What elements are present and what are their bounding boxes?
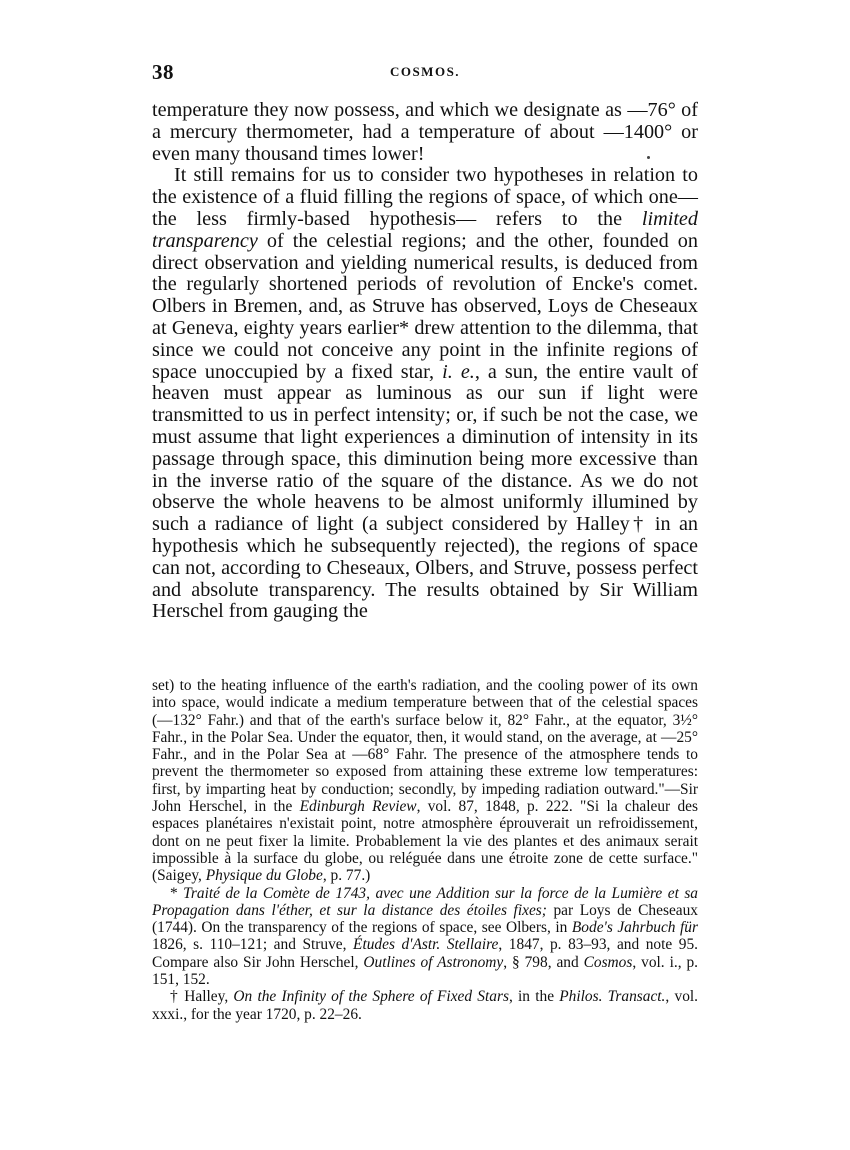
page-number: 38 — [152, 60, 174, 84]
footnotes — [152, 677, 698, 1023]
page-header — [152, 60, 698, 84]
paragraph-continued: temperature they now possess, and which we designate as —76° of a mercury thermometer, had a temperature of about —1400° or even many thousand times lower! — [152, 99, 698, 165]
running-title: COSMOS. — [389, 64, 461, 79]
footnote-dagger: † Halley, On the Infinity of the Sphere of Fixed Stars, in the Philos. Transact., vol. xxxi., for the year 1720, p. 22–26. — [152, 988, 699, 1023]
footnote-continued: set) to the heating influence of the earth's radiation, and the cooling power of its own into space, would indicate a medium temperature between that of the celestial spaces (—132° Fahr.) and that of the earth's surface below it, 82° Fahr., at the equator, 3½° Fahr., in the Polar Sea. Under the equator, then, it would stand, on the average, at —25° Fahr., and in the Polar Sea at —68° Fahr. The presence of the atmosphere tends to prevent the thermometer so exposed from attaining these extreme low temperatures: first, by imparting heat by conduction; secondly, by impeding radiation outward."—Sir John Herschel, in the Edinburgh Review, vol. 87, 1848, p. 222. "Si la chaleur des espaces planétaires n'existait point, notre atmosphère éprouverait un refroidissement, dont on ne peut fixer la limite. Probablement la vie des plantes et des animaux serait impossible à la surface du globe, ou reléguée dans une étroite zone de cette surface." (Saigey, Physique du Globe, p. 77.) — [152, 677, 698, 885]
footnote-star: * Traité de la Comète de 1743, avec une Addition sur la force de la Lumière et sa Propagation dans l'éther, et sur la distance des étoiles fixes; par Loys de Cheseaux (1744). On the transparency of the regions of space, see Olbers, in Bode's Jahrbuch für 1826, s. 110–121; and Struve, Études d'Astr. Stellaire, 1847, p. 83–93, and note 95. Compare also Sir John Herschel, Outlines of Astronomy, § 798, and Cosmos, vol. i., p. 151, 152. — [152, 884, 699, 989]
main-text — [152, 100, 698, 623]
paragraph-hypotheses: It still remains for us to consider two hypotheses in relation to the existence of a fluid filling the regions of space, of which one—the less firmly-based hypothesis— refers to the limited transparency of the celestial regions; and the other, founded on direct observation and yielding numerical results, is deduced from the regularly shortened periods of revolution of Encke's comet. Olbers in Bremen, and, as Struve has observed, Loys de Cheseaux at Geneva, eighty years earlier* drew attention to the dilemma, that since we could not conceive any point in the infinite regions of space unoccupied by a fixed star, i. e., a sun, the entire vault of heaven must appear as luminous as our sun if light were transmitted to us in perfect intensity; or, if such be not the case, we must assume that light experiences a diminution of intensity in its passage through space, this diminution being more excessive than in the inverse ratio of the square of the distance. As we do not observe the whole heavens to be almost uniformly illumined by such a radiance of light (a subject considered by Halley† in an hypothesis which he subsequently rejected), the regions of space can not, according to Cheseaux, Olbers, and Struve, possess perfect and absolute transparency. The results obtained by Sir William Herschel from gauging the — [152, 164, 698, 623]
